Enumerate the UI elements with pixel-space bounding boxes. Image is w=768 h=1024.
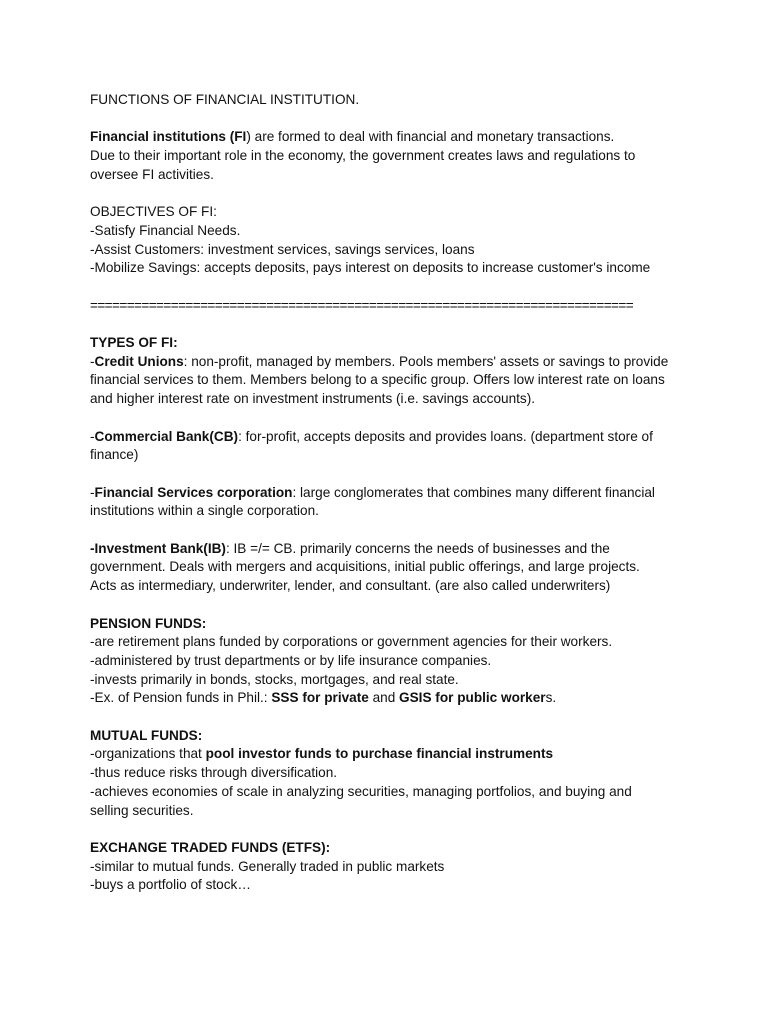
dash: - xyxy=(90,428,95,444)
objective-item: -Mobilize Savings: accepts deposits, pays interest on deposits to increase customer's income xyxy=(90,260,651,276)
gsis-text: GSIS for public worker xyxy=(399,690,546,706)
spacer xyxy=(90,521,710,540)
sss-text: SSS for private xyxy=(271,690,369,706)
mutual-heading: MUTUAL FUNDS: xyxy=(90,727,203,743)
pension-heading: PENSION FUNDS: xyxy=(90,615,207,631)
investment-bank-text: : IB =/= CB. primarily concerns the needs of businesses and the xyxy=(225,540,610,556)
mutual-line-4: selling securities. xyxy=(90,802,194,818)
objective-item: -Satisfy Financial Needs. xyxy=(90,222,241,238)
etfs-item: -similar to mutual funds. Generally traded in public markets xyxy=(90,858,445,874)
financial-services-text: : large conglomerates that combines many different financial xyxy=(292,484,655,500)
financial-services-line-2: institutions within a single corporation. xyxy=(90,503,319,519)
fi-term: Financial institutions (FI xyxy=(90,129,247,145)
spacer xyxy=(90,465,710,484)
mutual-line-2: -thus reduce risks through diversification. xyxy=(90,765,338,781)
intro-line-2: Due to their important role in the economy, the government creates laws and regulations to xyxy=(90,148,636,164)
commercial-bank-text: : for-profit, accepts deposits and provides loans. (department store of xyxy=(238,428,653,444)
credit-unions-term: Credit Unions xyxy=(94,353,184,369)
pension-example xyxy=(90,689,710,708)
fi-definition: ) are formed to deal with financial and monetary transactions. xyxy=(246,129,615,145)
types-heading: TYPES OF FI: xyxy=(90,335,178,351)
mutual-line-3: -achieves economies of scale in analyzing securities, managing portfolios, and buying and xyxy=(90,783,632,799)
pension-example-prefix: -Ex. of Pension funds in Phil.: xyxy=(90,690,272,706)
investment-bank-line-2: government. Deals with mergers and acquisitions, initial public offerings, and large projects. xyxy=(90,559,640,575)
commercial-bank-line-1 xyxy=(90,428,710,447)
spacer xyxy=(90,820,710,839)
credit-unions-line-1 xyxy=(90,353,710,372)
etfs-heading: EXCHANGE TRADED FUNDS (ETFS): xyxy=(90,839,331,855)
credit-unions-line-3: and higher interest rate on investment instruments (i.e. savings accounts). xyxy=(90,391,536,407)
mutual-key-phrase: pool investor funds to purchase financial instruments xyxy=(205,746,554,762)
spacer xyxy=(90,110,710,129)
document-page xyxy=(90,91,710,895)
pension-example-end: s. xyxy=(545,690,557,706)
spacer xyxy=(90,185,710,204)
spacer xyxy=(90,278,710,297)
commercial-bank-term: Commercial Bank(CB) xyxy=(94,428,239,444)
pension-item: -invests primarily in bonds, stocks, mortgages, and real state. xyxy=(90,671,459,687)
financial-services-term: Financial Services corporation xyxy=(94,484,293,500)
mutual-prefix: -organizations that xyxy=(90,746,206,762)
etfs-item: -buys a portfolio of stock… xyxy=(90,877,251,893)
commercial-bank-line-2: finance) xyxy=(90,447,139,463)
objectives-heading: OBJECTIVES OF FI: xyxy=(90,204,217,220)
spacer xyxy=(90,596,710,615)
dash: - xyxy=(90,353,95,369)
credit-unions-line-2: financial services to them. Members belong to a specific group. Offers low interest rate on loans xyxy=(90,372,665,388)
pension-item: -administered by trust departments or by life insurance companies. xyxy=(90,652,492,668)
dash: - xyxy=(90,484,95,500)
document-title: FUNCTIONS OF FINANCIAL INSTITUTION. xyxy=(90,92,360,107)
investment-bank-line-1 xyxy=(90,540,710,559)
spacer xyxy=(90,315,710,334)
objective-item: -Assist Customers: investment services, savings services, loans xyxy=(90,241,475,257)
intro-line-3: oversee FI activities. xyxy=(90,166,214,182)
spacer xyxy=(90,708,710,727)
credit-unions-text: : non-profit, managed by members. Pools members' assets or savings to provide xyxy=(183,353,669,369)
separator-line: ========================================================================== xyxy=(90,297,634,313)
and-text: and xyxy=(368,690,400,706)
pension-item: -are retirement plans funded by corporations or government agencies for their workers. xyxy=(90,634,613,650)
mutual-line-1 xyxy=(90,745,710,764)
investment-bank-line-3: Acts as intermediary, underwriter, lender, and consultant. (are also called underwriters) xyxy=(90,578,611,594)
spacer xyxy=(90,409,710,428)
investment-bank-term: -Investment Bank(IB) xyxy=(90,540,226,556)
financial-services-line-1 xyxy=(90,484,710,503)
intro-line-1 xyxy=(90,128,710,147)
